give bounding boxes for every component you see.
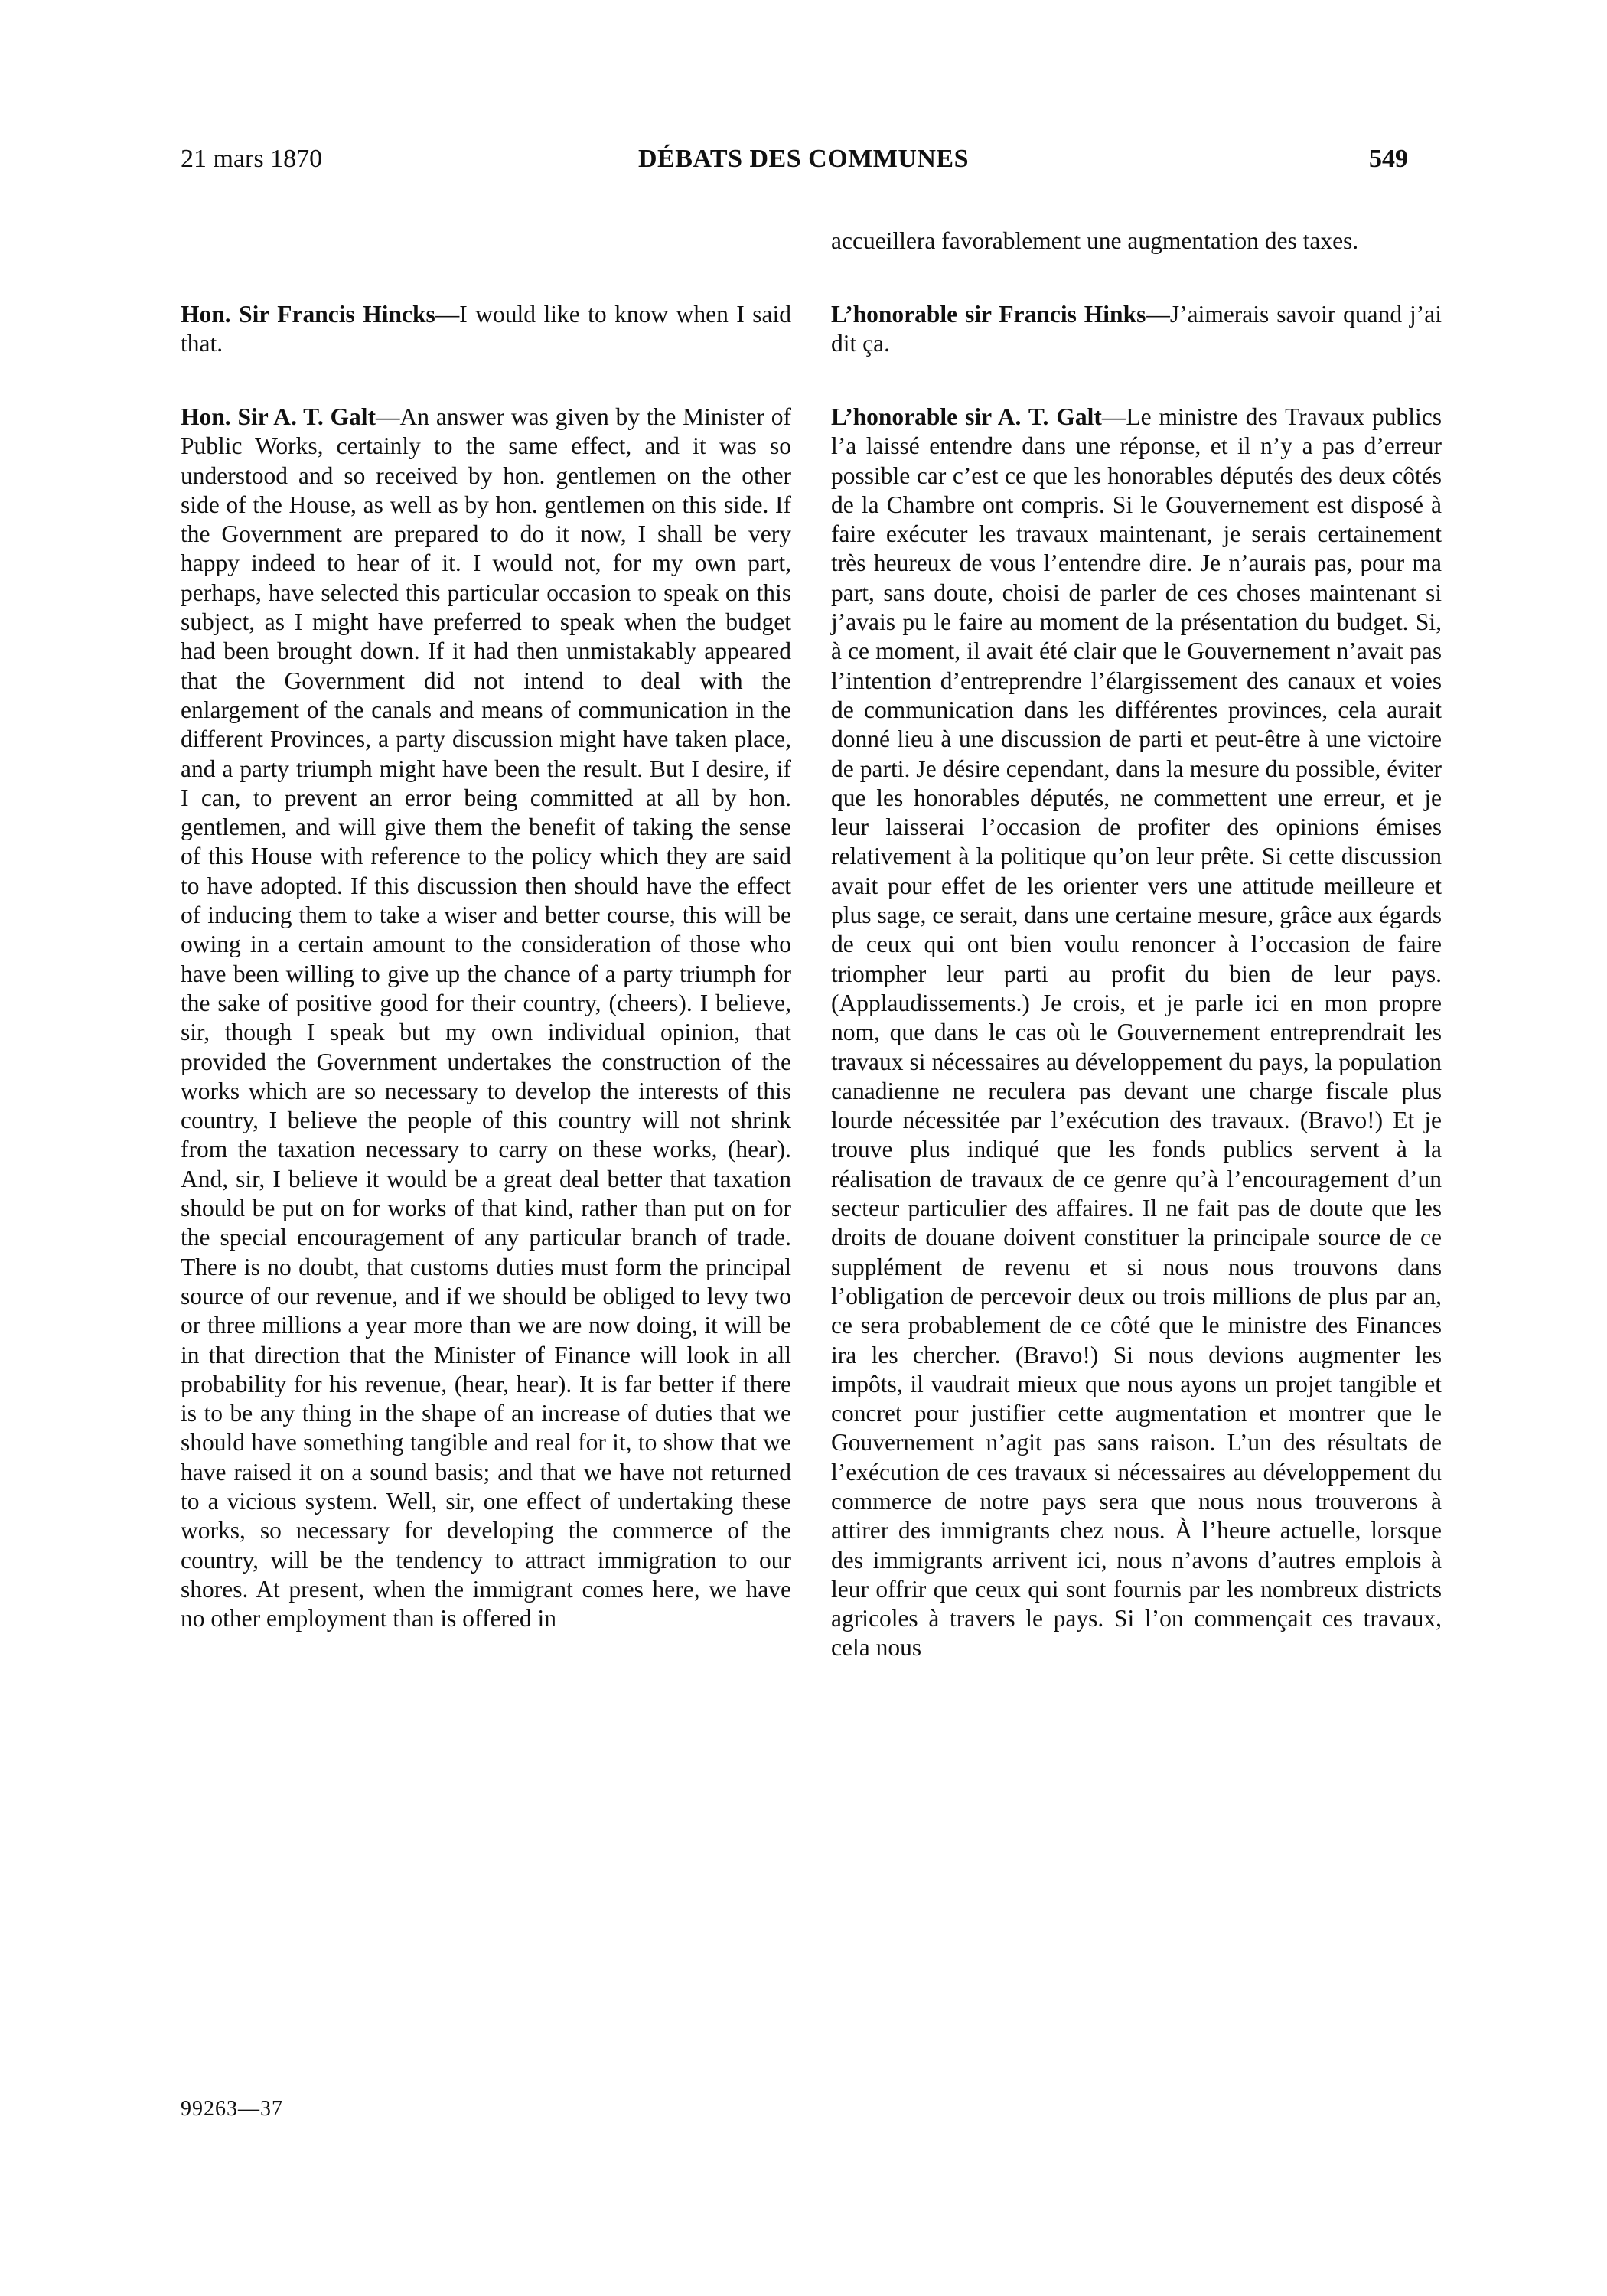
right-continuation-paragraph: accueillera favorablement une augmentation des taxes.	[831, 227, 1359, 254]
galt-french-paragraph	[831, 403, 1442, 1663]
page-number: 549	[1369, 145, 1408, 173]
speech-text: —An answer was given by the Minister of Public Works, certainly to the same effect, and it was so understood and so received by hon. gentlemen on the other side of the House, as well as by hon. gentlemen on this side. If the Government are prepared to do it now, I shall be very happy indeed to hear of it. I would not, for my own part, perhaps, have selected this particular occasion to speak on this subject, as I might have preferred to speak when the budget had been brought down. If it had then unmistakably appeared that the Government did not intend to deal with the enlargement of the canals and means of communication in the different Provinces, a party discussion might have taken place, and a party triumph might have been the result. But I desire, if I can, to prevent an error being committed at all by hon. gentlemen, and will give them the benefit of taking the sense of this House with reference to the policy which they are said to have adopted. If this discussion then should have the effect of inducing them to take a wiser and better course, this will be owing in a certain amount to the consideration of those who have been willing to give up the chance of a party triumph for the sake of positive good for their country, (cheers). I believe, sir, though I speak but my own individual opinion, that provided the Government undertakes the construction of the works which are so necessary to develop the interests of this country, I believe the people of this country will not shrink from the taxation necessary to carry on these works, (hear). And, sir, I believe it would be a great deal better that taxation should be put on for works of that kind, rather than put on for the special encouragement of any particular branch of trade. There is no doubt, that customs duties must form the principal source of our revenue, and if we should be obliged to levy two or three millions a year more than we are now doing, it will be in that direction that the Minister of Finance will look in all probability for his revenue, (hear, hear). It is far better if there is to be any thing in the shape of an increase of duties that we should have something tangible and real for it, to show that we have raised it on a sound basis; and that we have not returned to a vicious system. Well, sir, one effect of undertaking these works, so necessary for developing the commerce of the country, will be the tendency to attract immigration to our shores. At present, when the immigrant comes here, we have no other employment than is offered in	[181, 403, 791, 1632]
speech-text: —Le ministre des Travaux publics l’a laissé entendre dans une réponse, et il n’y a pas d’erreur possible car c’est ce que les honorables députés des deux côtés de la Chambre ont compris. Si le Gouvernement est disposé à faire exécuter les travaux maintenant, je serais certainement très heureux de vous l’entendre dire. Je n’aurais pas, pour ma part, sans doute, choisi de parler de ces choses maintenant si j’avais pu le faire au moment de la présentation du budget. Si, à ce moment, il avait été clair que le Gouvernement n’avait pas l’intention d’entreprendre l’élargissement des canaux et voies de communication dans les différentes provinces, cela aurait donné lieu à une discussion de parti et peut-être à une victoire de parti. Je désire cependant, dans la mesure du possible, éviter que les honorables députés, ne commettent une erreur, et je leur laisserai l’occasion de profiter des opinions émises relativement à la politique qu’on leur prête. Si cette discussion avait pour effet de les orienter vers une attitude meilleure et plus sage, ce serait, dans une certaine mesure, grâce aux égards de ceux qui ont bien voulu renoncer à l’occasion de faire triompher leur parti au profit du bien de leur pays. (Applaudissements.) Je crois, et je parle ici en mon propre nom, que dans le cas où le Gouvernement entreprendrait les travaux si nécessaires au développement du pays, la population canadienne ne reculera pas devant une charge fiscale plus lourde nécessitée par l’exécution des travaux. (Bravo!) Et je trouve plus indiqué que les fonds publics servent à la réalisation de travaux de ce genre qu’à l’encouragement d’un secteur particulier des affaires. Il ne fait pas de doute que les droits de douane doivent constituer la principale source de ce supplément de revenu et si nous nous trouvons dans l’obligation de percevoir deux ou trois millions de plus par an, ce sera probablement de ce côté que le ministre des Finances ira les chercher. (Bravo!) Si nous devions augmenter les impôts, il vaudrait mieux que nous ayons un projet tangible et concret pour justifier cette augmentation et montrer que le Gouvernement n’agit pas sans raison. L’un des résultats de l’exécution de ces travaux si nécessaires au développement du commerce de notre pays sera que nous nous trouverons à attirer des immigrants chez nous. À l’heure actuelle, lorsque des immigrants arrivent ici, nous n’avons d’autres emplois à leur offrir que ceux qui sont fournis par les nombreux districts agricoles à travers le pays. Si l’on commençait ces travaux, cela nous	[831, 403, 1442, 1662]
speaker-name: Hon. Sir Francis Hincks	[181, 301, 435, 328]
speaker-name: L’honorable sir Francis Hinks	[831, 301, 1146, 328]
header-title: DÉBATS DES COMMUNES	[637, 145, 970, 173]
speech-text: —I would like to know when I said that.	[181, 301, 792, 357]
footer-code: 99263—37	[181, 2097, 283, 2121]
speaker-name: Hon. Sir A. T. Galt	[181, 403, 376, 430]
galt-english-paragraph	[181, 403, 791, 1633]
hincks-english-paragraph	[181, 300, 791, 359]
speaker-name: L’honorable sir A. T. Galt	[831, 403, 1102, 430]
hincks-french-paragraph	[831, 300, 1442, 359]
header-date: 21 mars 1870	[181, 145, 323, 173]
speech-text: —J’aimerais savoir quand j’ai dit ça.	[831, 301, 1442, 357]
